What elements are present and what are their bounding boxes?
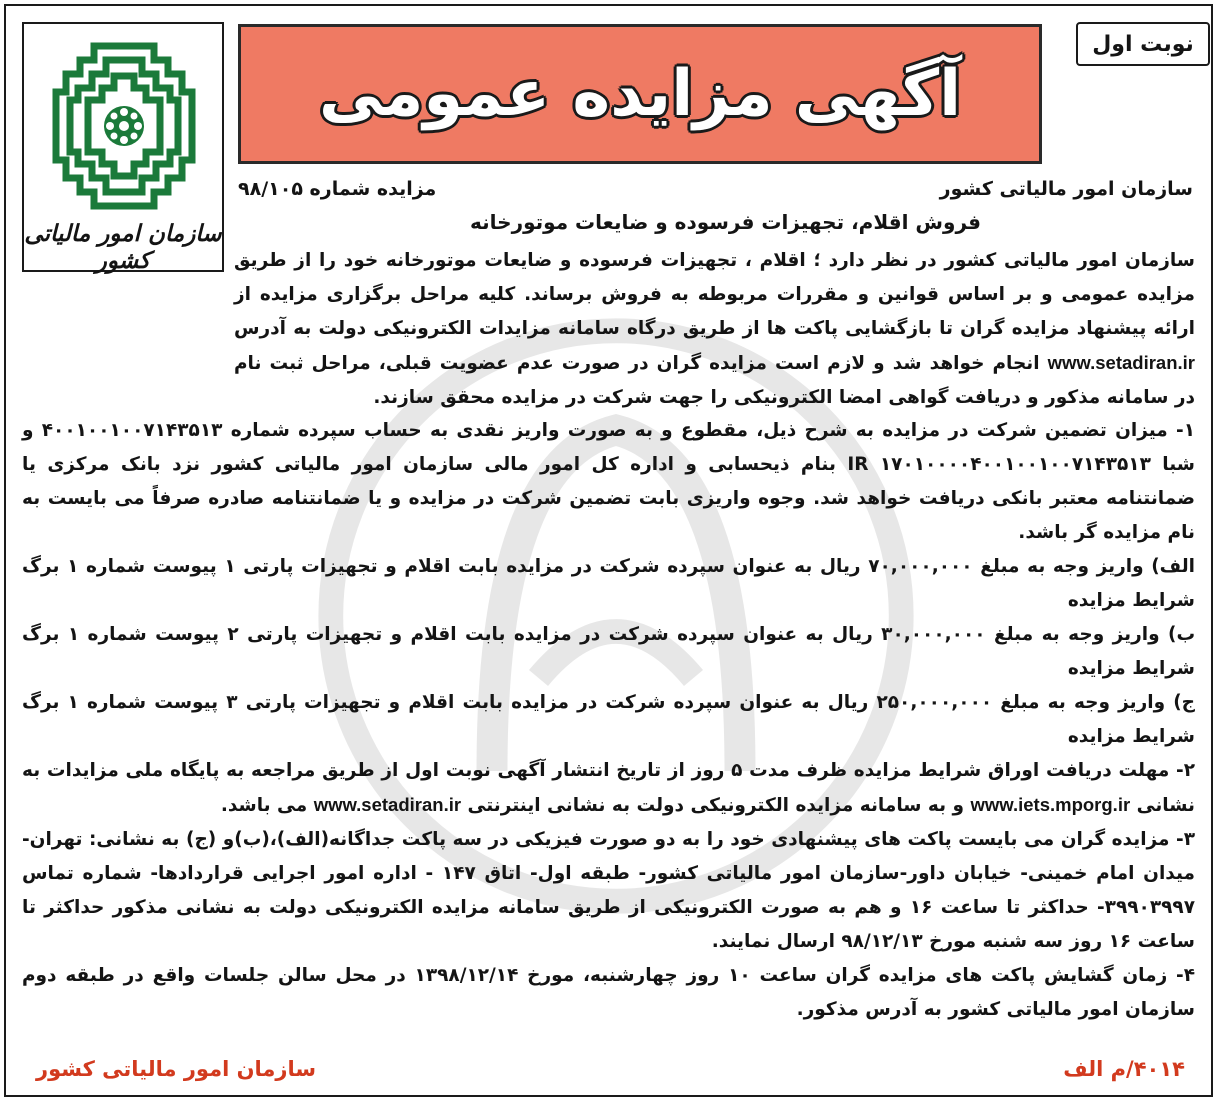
footer-organization: سازمان امور مالیاتی کشور xyxy=(36,1057,317,1081)
section-1-guarantee: ۱- میزان تضمین شرکت در مزایده به شرح ذیل، مقطوع و به صورت واریز نقدی به حساب سپرده شماره ۴۰۰۱۰۰۱۰۰۷۱۴۳۵۱۳ و شبا IR ۱۷۰۱۰۰۰۰۴۰۰۱۰۰۱۰۰۷۱۴۳۵۱۳ بنام ذیحسابی و اداره کل امور مالی سازمان امور مالیاتی کشور نزد بانک مرکزی یا ضمانتنامه معتبر بانکی دریافت خواهد شد. وجوه واریزی بابت تضمین شرکت در مزایده و یا ضمانتنامه صادره صرفاً می بایست به نام مزایده گر باشد. xyxy=(22,420,1195,543)
section-2-text-2: و به سامانه مزایده الکترونیکی دولت به نشانی اینترنتی xyxy=(467,795,965,816)
footer-reference-code: ۴۰۱۴/م الف xyxy=(1063,1057,1185,1081)
notice-sections xyxy=(22,414,1195,1027)
page-title: آگهی مزایده عمومی xyxy=(319,57,961,131)
section-2-documents xyxy=(22,754,1195,823)
tax-organization-logo xyxy=(22,22,224,272)
auction-number: مزایده شماره ۹۸/۱۰۵ xyxy=(238,178,437,200)
notice-frame xyxy=(4,4,1213,1097)
section-2-text-1: ۲- مهلت دریافت اوراق شرایط مزایده ظرف مدت ۵ روز از تاریخ انتشار آگهی نوبت اول از طریق مراجعه به پایگاه ملی مزایدات به نشانی xyxy=(22,760,1195,816)
logo-caption: سازمان امور مالیاتی کشور xyxy=(24,220,222,274)
intro-text-2: انجام خواهد شد و لازم است مزایده گران در صورت عدم عضویت قبلی، مراحل ثبت نام در سامانه مذکور و دریافت گواهی امضا الکترونیکی را جهت شرکت در مزایده محقق سازند. xyxy=(234,353,1195,408)
tax-emblem-icon xyxy=(50,40,198,212)
intro-paragraph xyxy=(234,244,1195,415)
intro-text-1: سازمان امور مالیاتی کشور در نظر دارد ؛ اقلام ، تجهیزات فرسوده و ضایعات موتورخانه خود را از طریق مزایده عمومی و بر اساس قوانین و مقررات مربوطه به فروش برساند. کلیه مراحل برگزاری مزایده از ارائه پیشنهاد مزایده گران تا بازگشایی پاکت ها از طریق درگاه سامانه مزایدات الکترونیکی دولت به آدرس xyxy=(234,250,1195,339)
deposit-item-a: الف) واریز وجه به مبلغ ۷۰,۰۰۰,۰۰۰ ریال به عنوان سپرده شرکت در مزایده بابت اقلام و تجهیزات پارتی ۱ پیوست شماره ۱ برگ شرایط مزایده xyxy=(22,556,1196,611)
title-banner xyxy=(238,24,1042,164)
section-2-text-3: می باشد. xyxy=(220,795,308,816)
auction-subject: فروش اقلام، تجهیزات فرسوده و ضایعات موتورخانه xyxy=(470,210,981,234)
publication-round-badge: نوبت اول xyxy=(1076,22,1210,66)
setadiran-link-2[interactable]: www.setadiran.ir xyxy=(313,794,462,815)
organization-name: سازمان امور مالیاتی کشور xyxy=(939,178,1193,200)
deposit-item-b: ب) واریز وجه به مبلغ ۳۰,۰۰۰,۰۰۰ ریال به عنوان سپرده شرکت در مزایده بابت اقلام و تجهیزات پارتی ۲ پیوست شماره ۱ برگ شرایط مزایده xyxy=(22,624,1196,679)
iets-link[interactable]: www.iets.mporg.ir xyxy=(970,794,1131,815)
section-3-submission: ۳- مزایده گران می بایست پاکت های پیشنهادی خود را به دو صورت فیزیکی در سه پاکت جداگانه(الف)،(ب)و (ج) به نشانی: تهران-میدان امام خمینی- خیابان داور-سازمان امور مالیاتی کشور- طبقه اول- اتاق ۱۴۷ - اداره امور اجرایی قراردادها- شماره تماس ۳۹۹۰۳۹۹۷- حداکثر تا ساعت ۱۶ و هم به صورت الکترونیکی از طریق سامانه مزایده الکترونیکی دولت به نشانی مذکور حداکثر تا ساعت ۱۶ روز سه شنبه مورخ ۹۸/۱۲/۱۳ ارسال نمایند. xyxy=(22,829,1196,952)
setadiran-link[interactable]: www.setadiran.ir xyxy=(1047,352,1195,373)
deposit-item-c: ج) واریز وجه به مبلغ ۲۵۰,۰۰۰,۰۰۰ ریال به عنوان سپرده شرکت در مزایده بابت اقلام و تجهیزات پارتی ۳ پیوست شماره ۱ برگ شرایط مزایده xyxy=(22,692,1196,747)
section-4-opening: ۴- زمان گشایش پاکت های مزایده گران ساعت ۱۰ روز چهارشنبه، مورخ ۱۳۹۸/۱۲/۱۴ در محل سالن جلسات واقع در طبقه دوم سازمان امور مالیاتی کشور به آدرس مذکور. xyxy=(22,965,1195,1020)
